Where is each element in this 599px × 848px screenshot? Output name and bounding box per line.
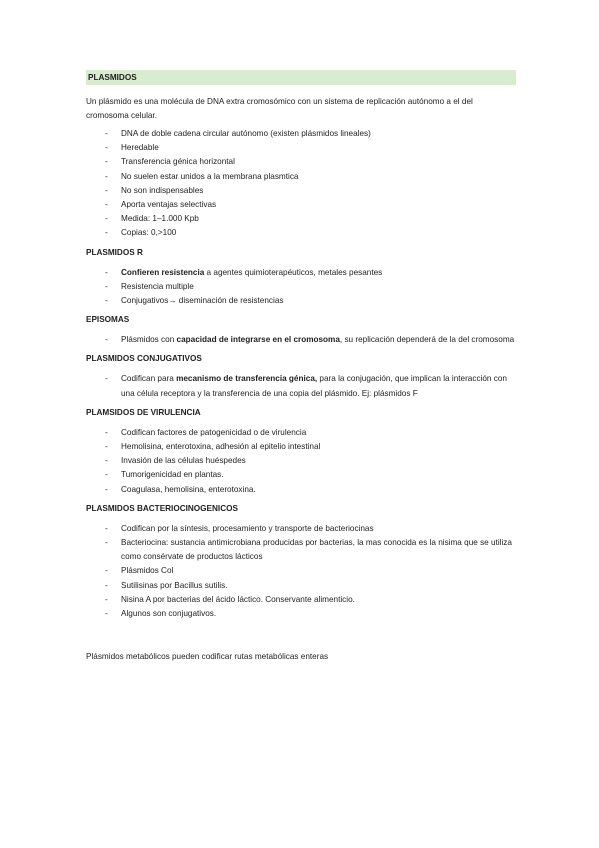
list-item: - No suelen estar unidos a la membrana plasmtica: [86, 170, 516, 184]
list-item: - Coagulasa, hemolisina, enterotoxina.: [86, 483, 516, 497]
list-item: - Bacteriocina: sustancia antimicrobiana producidas por bacterias, la mas conocida es la nisima que se utiliza como consérvate de productos lácticos: [86, 536, 516, 564]
intro-paragraph: Un plásmido es una molécula de DNA extra cromosómico con un sistema de replicación autónomo a el del cromosoma celular.: [86, 97, 473, 120]
list-item: - Codifican por la síntesis, procesamiento y transporte de bacteriocinas: [86, 522, 516, 536]
list-item: - Transferencia génica horizontal: [86, 155, 516, 169]
bold-text: Confieren resistencia: [121, 267, 205, 277]
list-item: - Aporta ventajas selectivas: [86, 198, 516, 212]
bold-text: mecanismo de transferencia génica,: [176, 374, 318, 384]
list-item: - Medida: 1–1.000 Kpb: [86, 212, 516, 226]
list-text: Codifican para: [121, 374, 177, 384]
list-item: - Tumorigenicidad en plantas.: [86, 468, 516, 482]
heading-conjugativos: PLASMIDOS CONJUGATIVOS: [86, 354, 202, 364]
conjugativos-list: [86, 372, 516, 400]
heading-virulencia: PLAMSIDOS DE VIRULENCIA: [86, 407, 201, 417]
list-item: - Hemolisina, enterotoxina, adhesión al epitelio intestinal: [86, 440, 516, 454]
list-text: , su replicación dependerá de la del cromosoma: [339, 335, 515, 345]
list-item: [86, 372, 516, 400]
list-item: - Sutilisinas por Bacillus sutilis.: [86, 579, 516, 593]
list-text: a agentes quimioterapéuticos, metales pesantes: [204, 267, 383, 277]
list-item: - Invasión de las células huéspedes: [86, 454, 516, 468]
list-item: - Nisina A por bacterias del ácido láctico. Conservante alimenticio.: [86, 593, 516, 607]
list-item: - Resistencia multiple: [86, 280, 516, 294]
virulencia-list: [86, 426, 516, 497]
list-item: - DNA de doble cadena circular autónomo (existen plásmidos lineales): [86, 127, 516, 141]
heading-episomas: EPISOMAS: [86, 315, 130, 325]
document-content: [86, 70, 516, 663]
list-item: - Heredable: [86, 141, 516, 155]
list-item: - Codifican factores de patogenicidad o de virulencia: [86, 426, 516, 440]
bacteriocinogenicos-list: [86, 522, 516, 621]
list-item: - Algunos son conjugativos.: [86, 607, 516, 621]
heading-bacteriocinogenicos: PLASMIDOS BACTERIOCINOGENICOS: [86, 503, 238, 513]
heading-plasmidos-r: PLASMIDOS R: [86, 247, 143, 257]
list-item: - Plásmidos Col: [86, 564, 516, 578]
list-item: [86, 333, 516, 347]
list-item: [86, 266, 516, 280]
list-item: - Conjugativos→ diseminación de resistencias: [86, 294, 516, 308]
list-item: - No son indispensables: [86, 184, 516, 198]
bold-text: capacidad de integrarse en el cromosoma: [176, 335, 340, 345]
list-text: para la conjugación, que implican la interacción con una célula receptora y la transferencia de una copia del plásmido. Ej: plásmidos F: [121, 374, 507, 398]
list-text: Plásmidos con: [121, 335, 177, 345]
section-title: PLASMIDOS: [86, 70, 516, 85]
plasmidos-r-list: [86, 266, 516, 309]
episomas-list: [86, 333, 516, 347]
final-note: Plásmidos metabólicos pueden codificar rutas metabólicas enteras: [86, 652, 329, 662]
list-item: - Copias: 0,>100: [86, 226, 516, 240]
intro-list: [86, 127, 516, 241]
